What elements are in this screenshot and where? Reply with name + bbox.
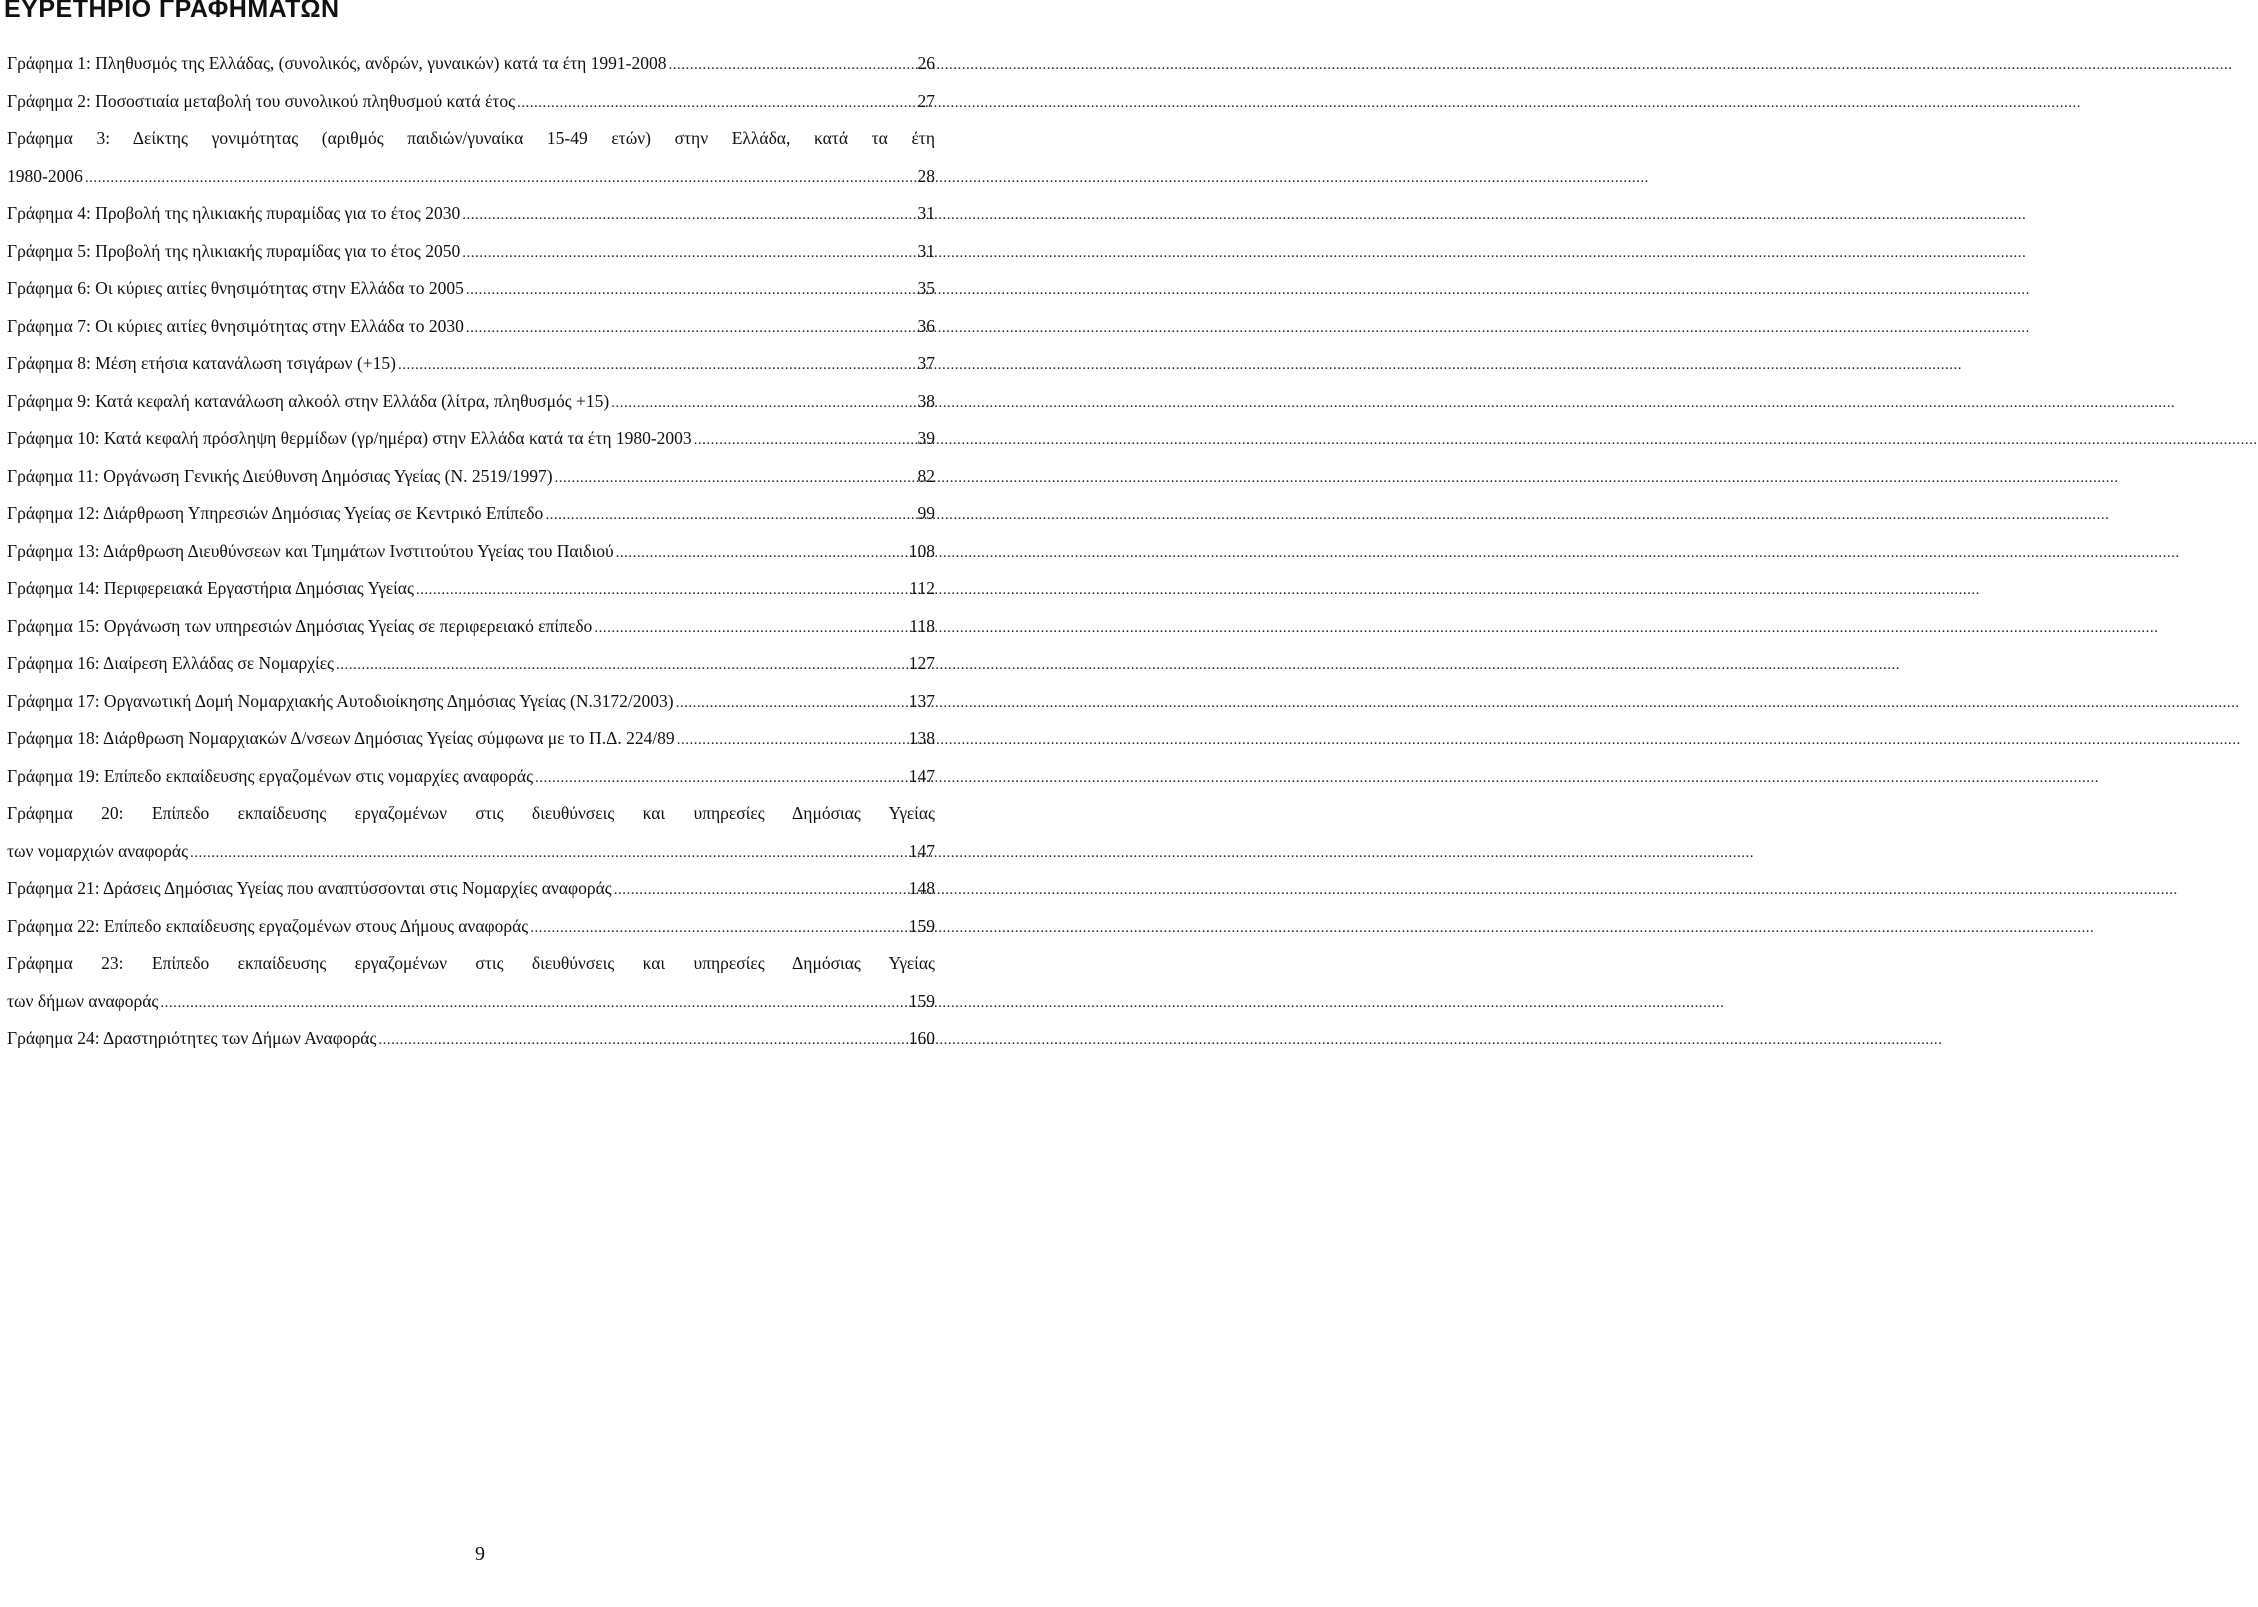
toc-entry-page: 31	[917, 240, 935, 261]
toc-entry-page: 99	[917, 503, 935, 523]
toc-entry[interactable]	[7, 233, 935, 271]
toc-entry-title: Γράφημα 19: Επίπεδο εκπαίδευσης εργαζομένων στις νομαρχίες αναφοράς	[7, 765, 534, 786]
toc-entry-page: 118	[909, 615, 935, 636]
toc-entry-title: Γράφημα 18: Διάρθρωση Νομαρχιακών Δ/νσεων Δημόσιας Υγείας σύμφωνα με το Π.Δ. 224/89	[7, 728, 675, 748]
toc-entry-line	[7, 345, 935, 383]
toc-entry-line	[7, 683, 935, 721]
toc-entry-title: Γράφημα 2: Ποσοστιαία μεταβολή του συνολικού πληθυσμού κατά έτος	[7, 90, 516, 111]
toc-entry-line	[7, 383, 935, 421]
toc-entry-line	[7, 570, 935, 608]
toc-entry-page: 36	[917, 315, 935, 336]
toc-entry[interactable]	[7, 720, 935, 758]
toc-entry-page: 147	[908, 840, 935, 861]
dot-leader	[669, 47, 916, 85]
index-heading: ΕΥΡΕΤΗΡΙΟ ΓΡΑΦΗΜΑΤΩΝ	[4, 0, 340, 23]
toc-entry-line	[7, 645, 935, 683]
dot-leader	[594, 610, 907, 648]
toc-entry-line	[7, 45, 935, 83]
toc-entry-title: Γράφημα 22: Επίπεδο εκπαίδευσης εργαζομένων στους Δήμους αναφοράς	[7, 915, 529, 936]
toc-entry-title: Γράφημα 4: Προβολή της ηλικιακής πυραμίδας για το έτος 2030	[7, 203, 461, 223]
toc-entry-title: Γράφημα 1: Πληθυσμός της Ελλάδας, (συνολικός, ανδρών, γυναικών) κατά τα έτη 1991-2008	[7, 53, 667, 73]
toc-entry-title: Γράφημα 23: Επίπεδο εκπαίδευσης εργαζομένων στις διευθύνσεις και υπηρεσίες Δημόσιας Υγείας	[7, 953, 935, 973]
toc-entry[interactable]	[7, 795, 935, 870]
dot-leader	[676, 685, 907, 723]
dot-leader	[616, 535, 907, 573]
toc-entry[interactable]	[7, 345, 935, 383]
dot-leader	[160, 985, 906, 1023]
toc-entry-line	[7, 608, 935, 646]
toc-entry-page: 147	[908, 765, 935, 786]
dot-leader	[416, 572, 907, 610]
toc-entry-title: των δήμων αναφοράς	[7, 990, 159, 1011]
toc-entry[interactable]	[7, 83, 935, 121]
toc-entry-title: Γράφημα 8: Μέση ετήσια κατανάλωση τσιγάρων (+15)	[7, 353, 396, 373]
toc-entry-line	[7, 83, 935, 121]
toc-entry-title: Γράφημα 14: Περιφερειακά Εργαστήρια Δημόσιας Υγείας	[7, 578, 414, 598]
dot-leader	[535, 760, 907, 798]
toc-entry-page: 160	[908, 1028, 935, 1048]
toc-entry-page: 38	[917, 390, 935, 411]
toc-entry-title: Γράφημα 13: Διάρθρωση Διευθύνσεων και Τμημάτων Ινστιτούτου Υγείας του Παιδιού	[7, 540, 614, 561]
toc-entry-title: Γράφημα 7: Οι κύριες αιτίες θνησιμότητας στην Ελλάδα το 2030	[7, 315, 464, 336]
toc-entry-line	[7, 195, 935, 233]
toc-entry-title: Γράφημα 21: Δράσεις Δημόσιας Υγείας που αναπτύσσονται στις Νομαρχίες αναφοράς	[7, 878, 612, 898]
toc-entry-page: 82	[917, 465, 935, 486]
dot-leader	[190, 835, 907, 873]
toc-entry-title: Γράφημα 24: Δραστηριότητες των Δήμων Αναφοράς	[7, 1028, 377, 1048]
toc-entry-title: 1980-2006	[7, 165, 83, 186]
toc-entry-title: Γράφημα 10: Κατά κεφαλή πρόσληψη θερμίδων (γρ/ημέρα) στην Ελλάδα κατά τα έτη 1980-2003	[7, 428, 692, 448]
toc-entry[interactable]	[7, 270, 935, 308]
toc-entry-line	[7, 908, 935, 946]
toc-entry[interactable]	[7, 195, 935, 233]
toc-entry-title: Γράφημα 11: Οργάνωση Γενικής Διεύθυνση Δημόσιας Υγείας (Ν. 2519/1997)	[7, 465, 553, 486]
toc-entry-page: 37	[917, 353, 935, 373]
toc-entry-title: των νομαρχιών αναφοράς	[7, 840, 188, 861]
dot-leader	[530, 910, 907, 948]
toc-entry-line	[7, 758, 935, 796]
toc-entry[interactable]	[7, 383, 935, 421]
toc-entry-line	[7, 795, 935, 833]
dot-leader	[677, 722, 907, 760]
toc-entry[interactable]	[7, 908, 935, 946]
toc-entry-page: 31	[917, 203, 935, 223]
toc-entry-title: Γράφημα 17: Οργανωτική Δομή Νομαρχιακής Αυτοδιοίκησης Δημόσιας Υγείας (Ν.3172/2003)	[7, 690, 674, 711]
toc-entry-page: 26	[917, 53, 935, 73]
toc-entry-title: Γράφημα 9: Κατά κεφαλή κατανάλωση αλκοόλ στην Ελλάδα (λίτρα, πληθυσμός +15)	[7, 390, 610, 411]
toc-entry[interactable]	[7, 608, 935, 646]
toc-entry-line	[7, 720, 935, 758]
toc-entry-title: Γράφημα 16: Διαίρεση Ελλάδας σε Νομαρχίες	[7, 653, 334, 673]
charts-index-list	[7, 45, 935, 1058]
toc-entry-title: Γράφημα 6: Οι κύριες αιτίες θνησιμότητας στην Ελλάδα το 2005	[7, 278, 464, 298]
toc-entry-line	[7, 233, 935, 271]
toc-entry-line	[7, 870, 935, 908]
toc-entry-title: Γράφημα 12: Διάρθρωση Υπηρεσιών Δημόσιας Υγείας σε Κεντρικό Επίπεδο	[7, 503, 544, 523]
toc-entry-line	[7, 945, 935, 983]
toc-entry-page: 148	[908, 878, 935, 898]
toc-entry-page: 137	[908, 690, 935, 711]
toc-entry[interactable]	[7, 45, 935, 83]
toc-entry-line	[7, 495, 935, 533]
toc-entry[interactable]	[7, 870, 935, 908]
toc-entry-title: Γράφημα 5: Προβολή της ηλικιακής πυραμίδας για το έτος 2050	[7, 240, 461, 261]
toc-entry-page: 108	[908, 540, 935, 561]
dot-leader	[462, 235, 915, 273]
toc-entry-line	[7, 533, 935, 571]
dot-leader	[611, 385, 915, 423]
toc-entry[interactable]	[7, 458, 935, 496]
toc-entry-title: Γράφημα 3: Δείκτης γονιμότητας (αριθμός παιδιών/γυναίκα 15-49 ετών) στην Ελλάδα, κατά τα έτη	[7, 128, 935, 148]
toc-entry[interactable]	[7, 683, 935, 721]
toc-entry-page: 159	[908, 915, 935, 936]
toc-entry-line	[7, 270, 935, 308]
toc-entry-page: 35	[917, 278, 935, 298]
toc-entry-page: 39	[917, 428, 935, 448]
toc-entry-line	[7, 158, 935, 196]
dot-leader	[694, 422, 916, 460]
toc-entry[interactable]	[7, 495, 935, 533]
dot-leader	[398, 347, 916, 385]
toc-entry[interactable]	[7, 420, 935, 458]
toc-entry-line	[7, 308, 935, 346]
toc-entry[interactable]	[7, 120, 935, 195]
dot-leader	[466, 272, 916, 310]
toc-entry-page: 28	[917, 165, 935, 186]
dot-leader	[466, 310, 916, 348]
toc-entry-line	[7, 833, 935, 871]
toc-entry-title: Γράφημα 20: Επίπεδο εκπαίδευσης εργαζομένων στις διευθύνσεις και υπηρεσίες Δημόσιας Υγείας	[7, 803, 935, 823]
toc-entry-page: 112	[909, 578, 935, 598]
toc-entry-line	[7, 1020, 935, 1058]
toc-entry[interactable]	[7, 1020, 935, 1058]
dot-leader	[517, 85, 915, 123]
dot-leader	[378, 1022, 906, 1060]
toc-entry-page: 27	[917, 90, 935, 111]
dot-leader	[462, 197, 915, 235]
dot-leader	[336, 647, 907, 685]
toc-entry-line	[7, 983, 935, 1021]
toc-entry[interactable]	[7, 758, 935, 796]
dot-leader	[85, 160, 916, 198]
dot-leader	[545, 497, 915, 535]
toc-entry-page: 127	[908, 653, 935, 673]
toc-entry-page: 159	[908, 990, 935, 1011]
page-number: 9	[475, 1543, 485, 1565]
toc-entry-page: 138	[908, 728, 935, 748]
document-page	[0, 0, 960, 1607]
toc-entry-line	[7, 420, 935, 458]
toc-entry[interactable]	[7, 308, 935, 346]
toc-entry[interactable]	[7, 645, 935, 683]
toc-entry[interactable]	[7, 945, 935, 1020]
dot-leader	[614, 872, 907, 910]
toc-entry[interactable]	[7, 570, 935, 608]
toc-entry-title: Γράφημα 15: Οργάνωση των υπηρεσιών Δημόσιας Υγείας σε περιφερειακό επίπεδο	[7, 615, 593, 636]
toc-entry-line	[7, 458, 935, 496]
dot-leader	[555, 460, 916, 498]
toc-entry-line	[7, 120, 935, 158]
toc-entry[interactable]	[7, 533, 935, 571]
